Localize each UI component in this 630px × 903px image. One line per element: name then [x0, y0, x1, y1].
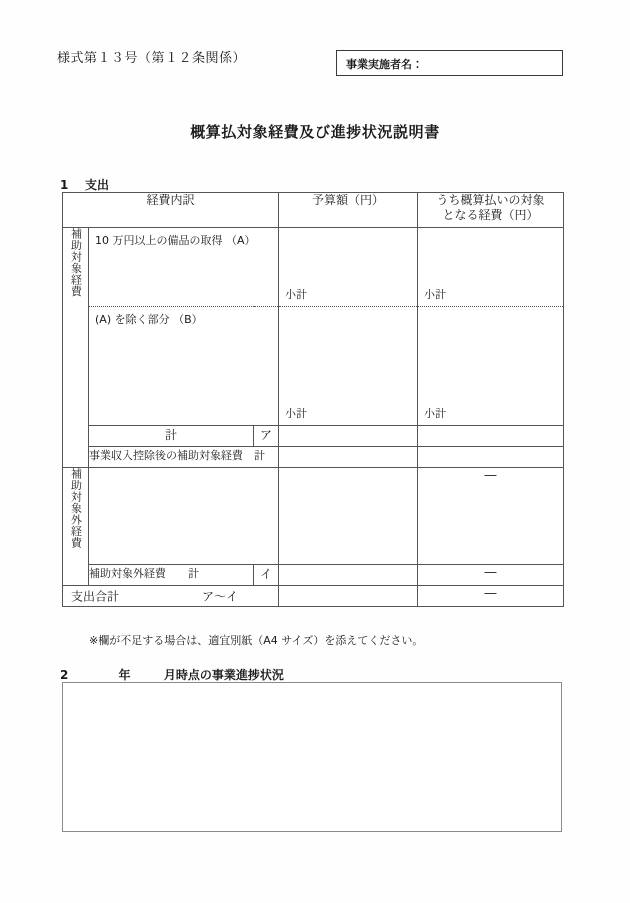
section-1-heading: 1 支出	[60, 178, 110, 192]
subsidy-total-budget[interactable]	[279, 426, 418, 447]
item-b-budget-subtotal-label: 小計	[285, 407, 308, 420]
table-row-item-b	[63, 307, 564, 426]
cell-non-subsidy-advance-dash: ―	[418, 468, 564, 565]
table-row-after-income	[63, 447, 564, 468]
group-label-subsidy-expense: 補助対象経費	[63, 228, 89, 468]
subsidy-total-label: 計	[89, 426, 254, 447]
section-2-heading: 2 年 月時点の事業進捗状況	[60, 668, 284, 682]
grand-total-formula: ア～イ	[202, 589, 239, 604]
after-income-budget[interactable]	[279, 447, 418, 468]
non-subsidy-total-budget[interactable]	[279, 565, 418, 586]
subsidy-total-advance[interactable]	[418, 426, 564, 447]
header-advance-line1: うち概算払いの対象	[436, 193, 545, 207]
page-title: 概算払対象経費及び進捗状況説明書	[190, 123, 440, 141]
item-a-label: 10 万円以上の備品の取得 （A）	[95, 234, 256, 247]
item-a-budget-subtotal-label: 小計	[285, 288, 308, 301]
implementer-name-label: 事業実施者名：	[346, 58, 423, 71]
item-b-label: (A) を除く部分 （B）	[95, 313, 203, 326]
group-label-non-subsidy-expense: 補助対象外経費	[63, 468, 89, 586]
cell-non-subsidy-name[interactable]	[89, 468, 279, 565]
cell-item-a-name	[89, 228, 279, 307]
non-subsidy-total-advance-dash: ―	[418, 565, 564, 586]
header-budget: 予算額（円）	[279, 193, 418, 228]
grand-total-label: 支出合計	[71, 589, 120, 604]
cell-item-b-advance[interactable]	[418, 307, 564, 426]
grand-total-cell	[63, 586, 279, 607]
subsidy-total-mark: ア	[254, 426, 279, 447]
cell-item-a-budget[interactable]	[279, 228, 418, 307]
table-row-item-a	[63, 228, 564, 307]
footnote: ※欄が不足する場合は、適宜別紙（A4 サイズ）を添えてください。	[89, 634, 424, 647]
cell-item-b-name	[89, 307, 279, 426]
header-category: 経費内訳	[63, 193, 279, 228]
item-b-advance-subtotal-label: 小計	[424, 407, 447, 420]
cell-non-subsidy-budget[interactable]	[279, 468, 418, 565]
after-income-label: 事業収入控除後の補助対象経費 計	[89, 447, 279, 468]
non-subsidy-total-mark: イ	[254, 565, 279, 586]
table-row-non-subsidy-total	[63, 565, 564, 586]
progress-status-textbox[interactable]	[62, 682, 562, 832]
cell-item-b-budget[interactable]	[279, 307, 418, 426]
table-row-subsidy-total	[63, 426, 564, 447]
grand-total-advance-dash: ―	[418, 586, 564, 607]
non-subsidy-total-label: 補助対象外経費 計	[89, 565, 254, 586]
header-advance-line2: となる経費（円）	[442, 208, 539, 222]
table-header-row	[63, 193, 564, 228]
table-row-grand-total	[63, 586, 564, 607]
after-income-advance[interactable]	[418, 447, 564, 468]
table-row-non-subsidy-block	[63, 468, 564, 565]
implementer-name-box[interactable]	[336, 50, 563, 76]
grand-total-budget[interactable]	[279, 586, 418, 607]
cell-item-a-advance[interactable]	[418, 228, 564, 307]
expense-table	[62, 192, 564, 607]
item-a-advance-subtotal-label: 小計	[424, 288, 447, 301]
header-advance-amount	[418, 193, 564, 228]
form-number: 様式第１３号（第１２条関係）	[57, 50, 247, 65]
